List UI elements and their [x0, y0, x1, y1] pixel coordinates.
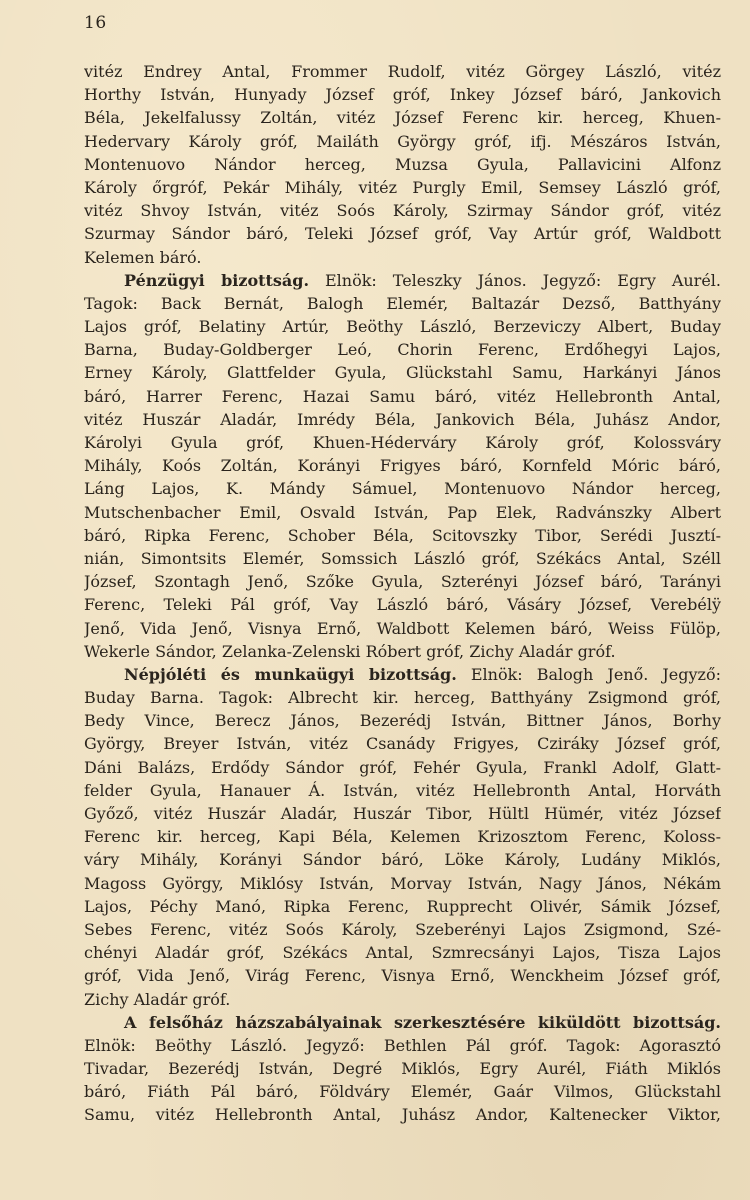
text-line	[84, 176, 721, 199]
line-text: Sebes Ferenc, vitéz Soós Károly, Szeberényi Lajos Zsigmond, Szé-	[84, 919, 721, 939]
line-text: báró, Harrer Ferenc, Hazai Samu báró, vitéz Hellebronth Antal,	[84, 386, 721, 406]
line-text: Kelemen báró.	[84, 247, 202, 267]
line-text: chényi Aladár gróf, Székács Antal, Szmrecsányi Lajos, Tisza Lajos	[84, 943, 721, 963]
text-line	[84, 872, 721, 895]
line-text: Bedy Vince, Berecz János, Bezerédj István, Bittner János, Borhy	[84, 711, 721, 731]
line-text: Magoss György, Miklósy István, Morvay István, Nagy János, Nékám	[84, 873, 721, 893]
line-text: Elnök: Balogh Jenő. Jegyző:	[456, 664, 721, 684]
text-line	[84, 361, 721, 384]
line-text: vitéz Huszár Aladár, Imrédy Béla, Jankovich Béla, Juhász Andor,	[84, 409, 721, 429]
page-body	[84, 60, 721, 1127]
line-text: Elnök: Teleszky János. Jegyző: Egry Aurél.	[309, 270, 721, 290]
text-line	[84, 246, 721, 269]
text-line	[84, 848, 721, 871]
paragraph	[84, 60, 721, 269]
section-heading: Pénzügyi bizottság.	[124, 270, 310, 290]
text-line	[84, 1034, 721, 1057]
text-line	[84, 60, 721, 83]
text-line	[84, 269, 721, 292]
line-text: József, Szontagh Jenő, Szőke Gyula, Szterényi József báró, Tarányi	[84, 572, 721, 592]
text-line	[84, 338, 721, 361]
text-line	[84, 153, 721, 176]
line-text: Szurmay Sándor báró, Teleki József gróf, Vay Artúr gróf, Waldbott	[84, 224, 721, 244]
text-line	[84, 756, 721, 779]
line-text: gróf, Vida Jenő, Virág Ferenc, Visnya Ernő, Wenckheim József gróf,	[84, 966, 721, 986]
text-line	[84, 663, 721, 686]
line-text: Horthy István, Hunyady József gróf, Inkey József báró, Jankovich	[84, 85, 721, 105]
text-line	[84, 431, 721, 454]
paragraph	[84, 269, 721, 663]
paragraph	[84, 663, 721, 1011]
text-line	[84, 199, 721, 222]
line-text: váry Mihály, Korányi Sándor báró, Löke Károly, Ludány Miklós,	[84, 850, 721, 870]
text-line	[84, 292, 721, 315]
line-text: Dáni Balázs, Erdődy Sándor gróf, Fehér Gyula, Frankl Adolf, Glatt-	[84, 757, 721, 777]
line-text: Ferenc kir. herceg, Kapi Béla, Kelemen Krizosztom Ferenc, Koloss-	[84, 827, 721, 847]
text-line	[84, 988, 721, 1011]
line-text: Jenő, Vida Jenő, Visnya Ernő, Waldbott Kelemen báró, Weiss Fülöp,	[84, 618, 721, 638]
text-line	[84, 686, 721, 709]
text-line	[84, 83, 721, 106]
line-text: Lajos gróf, Belatiny Artúr, Beöthy László, Berzeviczy Albert, Buday	[84, 317, 721, 337]
text-line	[84, 732, 721, 755]
text-line	[84, 408, 721, 431]
text-line	[84, 1011, 721, 1034]
line-text: vitéz Shvoy István, vitéz Soós Károly, Szirmay Sándor gróf, vitéz	[84, 201, 721, 221]
text-line	[84, 964, 721, 987]
text-line	[84, 477, 721, 500]
text-line	[84, 1080, 721, 1103]
text-line	[84, 570, 721, 593]
line-text: Károly őrgróf, Pekár Mihály, vitéz Purgly Emil, Semsey László gróf,	[84, 177, 721, 197]
text-line	[84, 1057, 721, 1080]
line-text: báró, Fiáth Pál báró, Földváry Elemér, Gaár Vilmos, Glückstahl	[84, 1082, 721, 1102]
line-text: Ferenc, Teleki Pál gróf, Vay László báró, Vásáry József, Verebélÿ	[84, 595, 721, 615]
text-line	[84, 547, 721, 570]
text-line	[84, 802, 721, 825]
text-line	[84, 106, 721, 129]
line-text: Tivadar, Bezerédj István, Degré Miklós, Egry Aurél, Fiáth Miklós	[84, 1059, 721, 1079]
line-text: Tagok: Back Bernát, Balogh Elemér, Baltazár Dezső, Batthyány	[84, 293, 721, 313]
text-line	[84, 918, 721, 941]
text-line	[84, 1103, 721, 1126]
line-text: Károlyi Gyula gróf, Khuen-Héderváry Károly gróf, Kolossváry	[84, 433, 721, 452]
line-text: Hedervary Károly gróf, Mailáth György gróf, ifj. Mészáros István,	[84, 131, 721, 151]
line-text: Győző, vitéz Huszár Aladár, Huszár Tibor, Hültl Hümér, vitéz József	[84, 804, 721, 823]
line-text: Elnök: Beöthy László. Jegyző: Bethlen Pál gróf. Tagok: Agorasztó	[84, 1035, 721, 1055]
line-text: vitéz Endrey Antal, Frommer Rudolf, vitéz Görgey László, vitéz	[84, 62, 721, 81]
line-text: Erney Károly, Glattfelder Gyula, Glückstahl Samu, Harkányi János	[84, 363, 721, 383]
text-line	[84, 941, 721, 964]
text-line	[84, 779, 721, 802]
text-line	[84, 222, 721, 245]
line-text: Mihály, Koós Zoltán, Korányi Frigyes báró, Kornfeld Móric báró,	[84, 456, 721, 476]
line-text: Béla, Jekelfalussy Zoltán, vitéz József Ferenc kir. herceg, Khuen-	[84, 108, 721, 128]
text-line	[84, 315, 721, 338]
line-text: báró, Ripka Ferenc, Schober Béla, Scitovszky Tibor, Serédi Jusztí-	[84, 525, 721, 545]
text-line	[84, 825, 721, 848]
line-text: Barna, Buday-Goldberger Leó, Chorin Ferenc, Erdőhegyi Lajos,	[84, 340, 721, 360]
line-text: felder Gyula, Hanauer Á. István, vitéz Hellebronth Antal, Horváth	[84, 780, 721, 800]
line-text: Wekerle Sándor, Zelanka-Zelenski Róbert gróf, Zichy Aladár gróf.	[84, 641, 616, 661]
text-line	[84, 640, 721, 663]
text-line	[84, 524, 721, 547]
line-text: Zichy Aladár gróf.	[84, 989, 231, 1009]
section-heading: A felsőház házszabályainak szerkesztésére kiküldött bizottság.	[124, 1012, 721, 1032]
line-text: Láng Lajos, K. Mándy Sámuel, Montenuovo Nándor herceg,	[84, 479, 721, 499]
page-number: 16	[84, 13, 107, 33]
text-line	[84, 593, 721, 616]
text-line	[84, 385, 721, 408]
text-line	[84, 454, 721, 477]
line-text: Samu, vitéz Hellebronth Antal, Juhász Andor, Kaltenecker Viktor,	[84, 1105, 721, 1125]
paragraph	[84, 1011, 721, 1127]
line-text: Buday Barna. Tagok: Albrecht kir. herceg, Batthyány Zsigmond gróf,	[84, 688, 721, 708]
line-text: György, Breyer István, vitéz Csanády Frigyes, Cziráky József gróf,	[84, 734, 721, 754]
text-line	[84, 709, 721, 732]
line-text: Lajos, Péchy Manó, Ripka Ferenc, Rupprecht Olivér, Sámik József,	[84, 896, 721, 916]
text-line	[84, 501, 721, 524]
line-text: nián, Simontsits Elemér, Somssich László gróf, Székács Antal, Széll	[84, 548, 721, 568]
section-heading: Népjóléti és munkaügyi bizottság.	[124, 664, 457, 684]
text-line	[84, 617, 721, 640]
line-text: Montenuovo Nándor herceg, Muzsa Gyula, Pallavicini Alfonz	[84, 154, 721, 174]
text-line	[84, 895, 721, 918]
text-line	[84, 130, 721, 153]
line-text: Mutschenbacher Emil, Osvald István, Pap Elek, Radvánszky Albert	[84, 502, 721, 522]
